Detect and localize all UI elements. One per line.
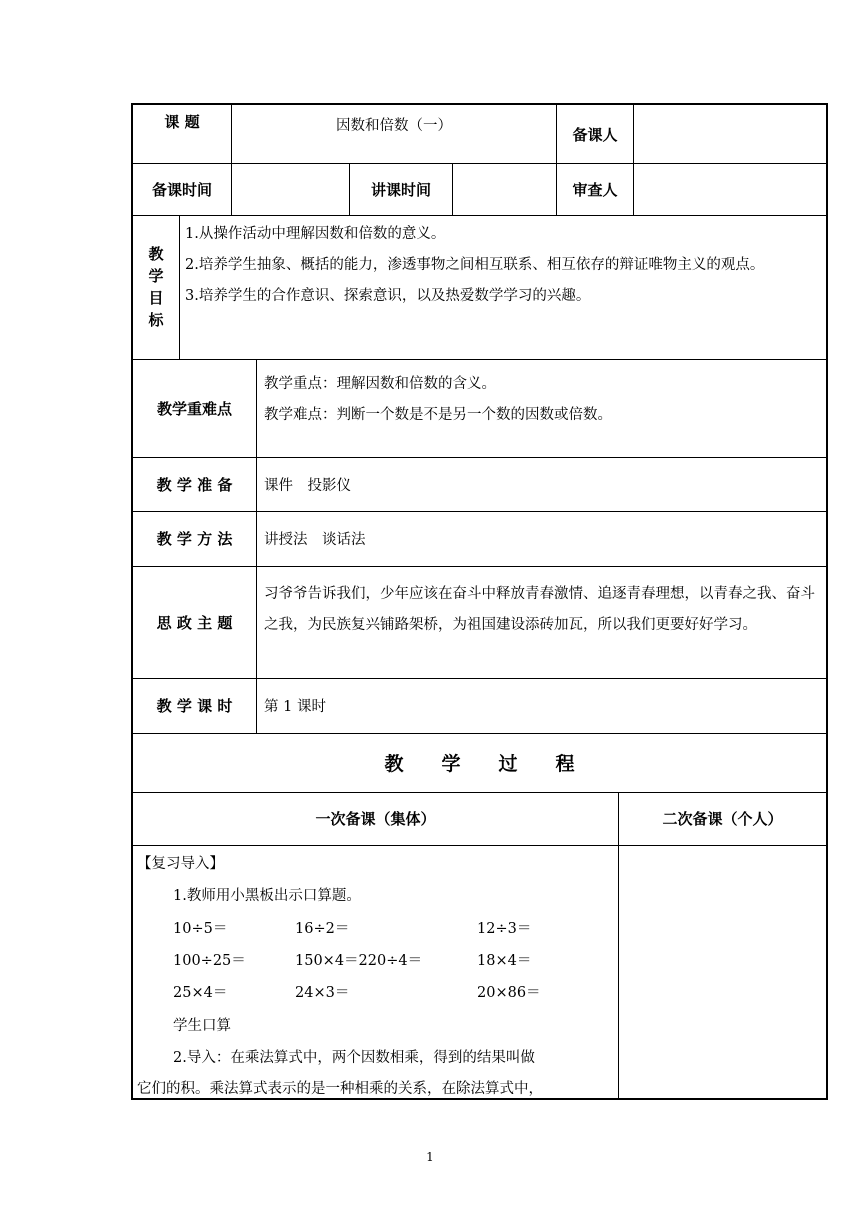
- math-item: 24×3＝: [295, 985, 350, 1001]
- objective-item: 1.从操作活动中理解因数和倍数的意义。: [185, 226, 446, 242]
- step-2-line-2: 它们的积。乘法算式表示的是一种相乘的关系，在除法算式中，: [137, 1081, 543, 1097]
- teach-time-label: 讲课时间: [370, 180, 431, 199]
- math-item: 100÷25＝: [173, 953, 246, 969]
- objectives-label-char: 目: [148, 289, 164, 307]
- ideology-label: 思 政 主 题: [156, 613, 233, 632]
- objectives-content: [185, 219, 821, 312]
- math-item: 12÷3＝: [477, 921, 532, 937]
- preparation-value: 课件 投影仪: [264, 477, 351, 494]
- method-label: 教 学 方 法: [156, 530, 233, 548]
- personal-prep-header: 二次备课（个人）: [662, 810, 783, 828]
- preparer-label: 备课人: [572, 125, 618, 144]
- method-value: 讲授法 谈话法: [264, 532, 366, 548]
- key-points-content: [264, 369, 824, 431]
- math-item: 25×4＝: [173, 985, 228, 1001]
- objective-item: 2.培养学生抽象、概括的能力，渗透事物之间相互联系、相互依存的辩证唯物主义的观点。: [185, 257, 765, 273]
- reviewer-value: [634, 163, 826, 215]
- ideology-value: 习爷爷告诉我们，少年应该在奋斗中释放青春激情、追逐青春理想，以青春之我、奋斗之我，为民族复兴铺路架桥，为祖国建设添砖加瓦，所以我们更要好好学习。: [264, 586, 815, 633]
- prep-time-label: 备课时间: [151, 180, 212, 199]
- math-item: 18×4＝: [477, 953, 532, 969]
- preparation-label: 教 学 准 备: [156, 475, 233, 494]
- key-point-line: 教学难点：判断一个数是不是另一个数的因数或倍数。: [264, 407, 612, 423]
- key-points-label: 教学重难点: [156, 399, 232, 418]
- objectives-label-char: 教: [148, 245, 164, 263]
- math-item: 20×86＝: [477, 985, 541, 1001]
- step-1: 1.教师用小黑板出示口算题。: [173, 888, 361, 904]
- topic-value: 因数和倍数（一）: [336, 118, 452, 134]
- objectives-label: [133, 215, 179, 359]
- teach-time-value: [453, 163, 556, 215]
- process-title: 教 学 过 程: [384, 753, 575, 775]
- lesson-plan-table: [131, 103, 828, 1100]
- topic-label: 课 题: [164, 113, 200, 131]
- objectives-label-char: 标: [148, 311, 164, 329]
- math-item: 10÷5＝: [173, 921, 228, 937]
- math-item: 150×4＝220÷4＝: [295, 953, 423, 969]
- page-number: 1: [426, 1150, 434, 1164]
- review-section-title: 【复习导入】: [137, 856, 224, 872]
- step-2-line-1: 2.导入：在乘法算式中，两个因数相乘，得到的结果叫做: [173, 1050, 535, 1066]
- lesson-hours-label: 教 学 课 时: [156, 697, 233, 715]
- objective-item: 3.培养学生的合作意识、探索意识，以及热爱数学学习的兴趣。: [185, 288, 591, 304]
- student-line: 学生口算: [173, 1018, 231, 1034]
- collective-prep-header: 一次备课（集体）: [315, 810, 436, 828]
- reviewer-label: 审查人: [572, 180, 618, 199]
- prep-time-value: [232, 163, 349, 215]
- preparer-value: [634, 105, 826, 163]
- objectives-label-char: 学: [148, 267, 164, 285]
- lesson-hours-value: 第 1 课时: [264, 699, 326, 715]
- key-point-line: 教学重点：理解因数和倍数的含义。: [264, 376, 496, 392]
- math-item: 16÷2＝: [295, 921, 350, 937]
